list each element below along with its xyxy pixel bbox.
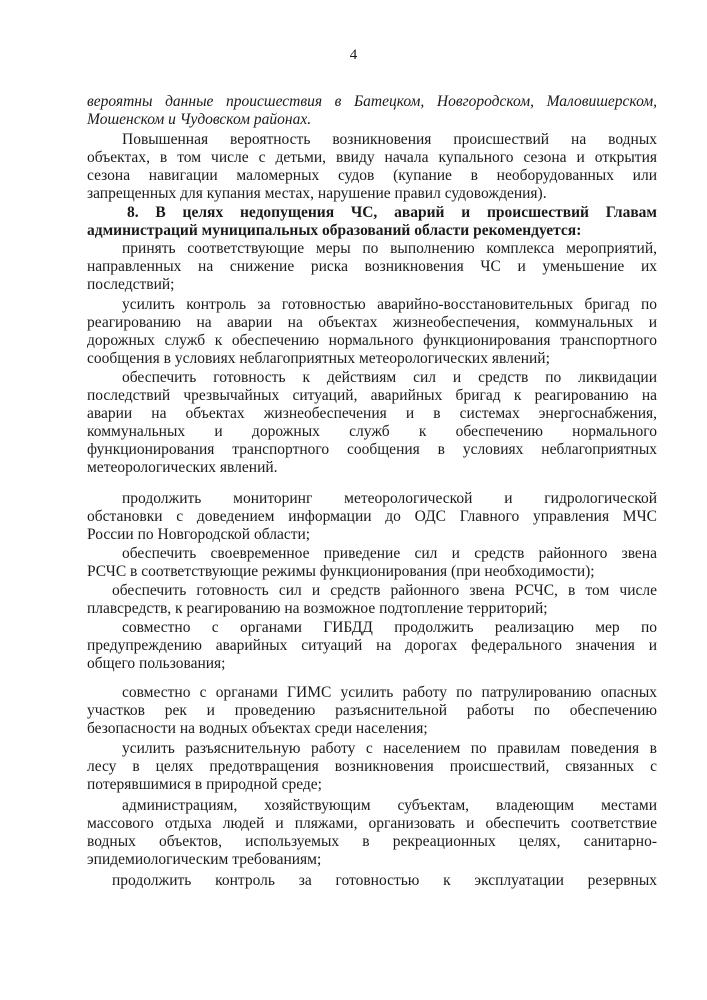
text-line: последствий чрезвычайных ситуаций, аварийных бригад к реагированию на: [87, 387, 657, 404]
text-line: направленных на снижение риска возникновения ЧС и уменьшение их: [87, 258, 657, 275]
text-line: администрациям, хозяйствующим субъектам, владеющим местами: [122, 797, 657, 814]
text-line: безопасности на водных объектах среди населения;: [87, 720, 428, 737]
text-line: лесу в целях предотвращения возникновения происшествий, связанных с: [87, 758, 657, 775]
text-line: участков рек и проведению разъяснительной работы по обеспечению: [87, 702, 657, 719]
section-heading: администраций муниципальных образований области рекомендуется:: [87, 222, 582, 239]
text-line: обеспечить готовность к действиям сил и средств по ликвидации: [122, 369, 657, 386]
text-line: плавсредств, к реагированию на возможное подтопление территорий;: [87, 600, 548, 617]
text-line: совместно с органами ГИБДД продолжить реализацию мер по: [122, 619, 657, 636]
text-line: аварии на объектах жизнеобеспечения и в системах энергоснабжения,: [87, 405, 657, 422]
text-line: дорожных служб к обеспечению нормального функционирования транспортного: [87, 332, 657, 349]
text-line: реагированию на аварии на объектах жизнеобеспечения, коммунальных и: [87, 314, 657, 331]
text-line: продолжить контроль за готовностью к эксплуатации резервных: [112, 872, 657, 889]
text-line: Повышенная вероятность возникновения происшествий на водных: [122, 131, 657, 148]
text-line: вероятны данные происшествия в Батецком, Новгородском, Маловишерском,: [87, 93, 657, 110]
text-line: сезона навигации маломерных судов (купание в необорудованных или: [87, 167, 657, 184]
text-line: предупреждению аварийных ситуаций на дорогах федерального значения и: [87, 637, 657, 654]
text-line: общего пользования;: [87, 655, 226, 672]
text-line: усилить разъяснительную работу с населением по правилам поведения в: [122, 740, 657, 757]
text-line: коммунальных и дорожных служб к обеспечению нормального: [87, 423, 657, 440]
text-line: сообщения в условиях неблагоприятных метеорологических явлений;: [87, 350, 550, 367]
text-line: России по Новгородской области;: [87, 526, 311, 543]
text-line: принять соответствующие меры по выполнению комплекса мероприятий,: [122, 240, 657, 257]
text-line: РСЧС в соответствующие режимы функционирования (при необходимости);: [87, 563, 595, 580]
text-line: обстановки с доведением информации до ОДС Главного управления МЧС: [87, 508, 657, 525]
text-line: эпидемиологическим требованиям;: [87, 851, 322, 868]
page-number: 4: [349, 47, 358, 63]
text-line: совместно с органами ГИМС усилить работу по патрулированию опасных: [122, 684, 657, 701]
text-line: функционирования транспортного сообщения в условиях неблагоприятных: [87, 441, 657, 458]
text-line: продолжить мониторинг метеорологической и гидрологической: [122, 490, 657, 507]
text-line: водных объектов, используемых в рекреационных целях, санитарно-: [87, 833, 657, 850]
text-line: последствий;: [87, 276, 175, 293]
text-line: усилить контроль за готовностью аварийно-восстановительных бригад по: [122, 296, 657, 313]
text-line: обеспечить готовность сил и средств районного звена РСЧС, в том числе: [112, 582, 657, 599]
text-line: метеорологических явлений.: [87, 459, 278, 476]
text-line: потерявшимися в природной среде;: [87, 776, 322, 793]
section-heading: 8. В целях недопущения ЧС, аварий и происшествий Главам: [127, 204, 657, 221]
text-line: обеспечить своевременное приведение сил и средств районного звена: [122, 545, 657, 562]
text-line: Мошенском и Чудовском районах.: [87, 111, 312, 128]
text-line: объектах, в том числе с детьми, ввиду начала купального сезона и открытия: [87, 149, 657, 166]
text-line: запрещенных для купания местах, нарушение правил судовождения).: [87, 185, 547, 202]
text-line: массового отдыха людей и пляжами, организовать и обеспечить соответствие: [87, 815, 657, 832]
